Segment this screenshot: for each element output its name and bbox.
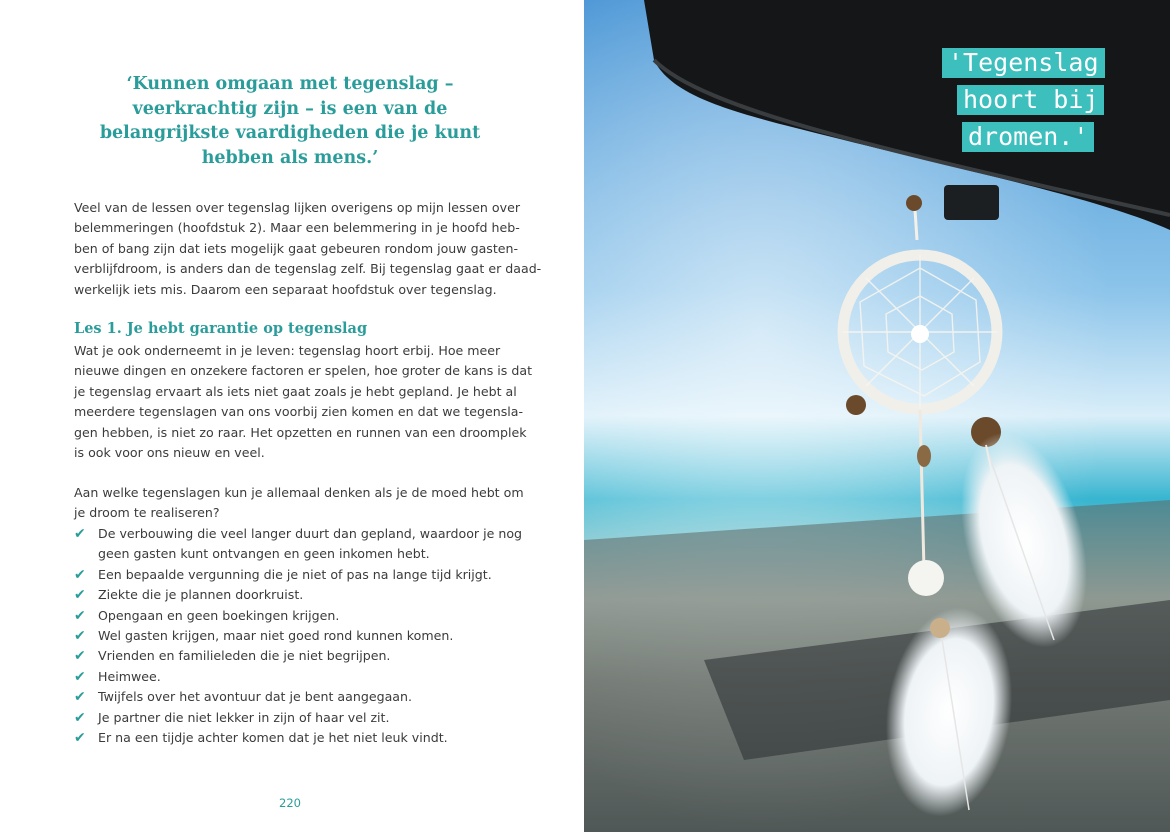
- checklist-item-text: Er na een tijdje achter komen dat je het niet leuk vindt.: [98, 730, 448, 746]
- checklist: [74, 524, 523, 748]
- les1-paragraph: [74, 341, 533, 463]
- pull-quote-line: ‘Kunnen omgaan met tegenslag –: [126, 74, 454, 94]
- intro-line: verblijfdroom, is anders dan de tegenslag zelf. Bij tegenslag gaat er daad-: [74, 261, 542, 277]
- les1-line: Wat je ook onderneemt in je leven: tegenslag hoort erbij. Hoe meer: [74, 343, 501, 358]
- les1-line: meerdere tegenslagen van ons voorbij zien komen en dat we tegensla-: [74, 404, 524, 420]
- checkmark-icon: ✔: [74, 587, 86, 604]
- checkmark-icon: ✔: [74, 526, 86, 542]
- checkmark-icon: ✔: [74, 607, 86, 624]
- les1-line: gen hebben, is niet zo raar. Het opzetten en runnen van een droomplek: [74, 424, 527, 440]
- checklist-item-text: Twijfels over het avontuur dat je bent aangegaan.: [98, 689, 412, 705]
- checklist-item-text: Je partner die niet lekker in zijn of haar vel zit.: [98, 709, 390, 725]
- checklist-item: [74, 626, 504, 646]
- checklist-item-text: geen gasten kunt ontvangen en geen inkomen hebt.: [98, 546, 430, 562]
- question-paragraph: [74, 483, 524, 524]
- intro-line: ben of bang zijn dat iets mogelijk gaat gebeuren rondom jouw gasten-: [74, 240, 519, 256]
- intro-line: Veel van de lessen over tegenslag lijken overigens op mijn lessen over: [74, 200, 520, 215]
- checklist-item-text: Ziekte die je plannen doorkruist.: [98, 587, 304, 603]
- checklist-item-text: Wel gasten krijgen, maar niet goed rond kunnen komen.: [98, 628, 454, 644]
- pull-quote-line: belangrijkste vaardigheden die je kunt: [99, 123, 481, 143]
- les1-line: nieuwe dingen en onzekere factoren er spelen, hoe groter de kans is dat: [74, 363, 533, 379]
- photo-quote-line: hoort bij: [957, 85, 1104, 115]
- checklist-item: [74, 524, 523, 565]
- web-center: [911, 325, 929, 343]
- checklist-item: [74, 708, 504, 728]
- section-heading: Les 1. Je hebt garantie op tegenslag: [74, 320, 368, 337]
- page-number: 220: [279, 796, 301, 810]
- pom-bead: [908, 560, 944, 596]
- checkmark-icon: ✔: [74, 628, 86, 645]
- checkmark-icon: ✔: [74, 648, 86, 665]
- shell-bead: [930, 618, 950, 638]
- dreamcatcher-photo: [584, 0, 1170, 832]
- side-bead: [846, 395, 866, 415]
- checklist-item: [74, 687, 504, 707]
- les1-line: je tegenslag ervaart als iets niet gaat zoals je hebt gepland. Je hebt al: [74, 383, 517, 399]
- checklist-item-text: Opengaan en geen boekingen krijgen.: [98, 607, 340, 623]
- checklist-item: [74, 585, 504, 605]
- checklist-item-text: Heimwee.: [98, 668, 161, 684]
- pull-quote: [70, 72, 510, 170]
- checklist-item: [74, 667, 504, 687]
- question-line: Aan welke tegenslagen kun je allemaal denken als je de moed hebt om: [74, 485, 524, 500]
- intro-line: werkelijk iets mis. Daarom een separaat hoofdstuk over tegenslag.: [74, 281, 497, 297]
- wood-bead: [906, 195, 922, 211]
- photo-quote-line: 'Tegenslag: [942, 48, 1105, 78]
- photo-quote-line: dromen.': [962, 122, 1094, 152]
- checklist-item-text: De verbouwing die veel langer duurt dan gepland, waardoor je nog: [98, 526, 523, 541]
- checkmark-icon: ✔: [74, 709, 86, 726]
- les1-line: is ook voor ons nieuw en veel.: [74, 445, 265, 461]
- checkmark-icon: ✔: [74, 668, 86, 685]
- question-line: je droom te realiseren?: [74, 505, 220, 521]
- checkmark-icon: ✔: [74, 730, 86, 747]
- left-page: [0, 0, 584, 832]
- intro-line: belemmeringen (hoofdstuk 2). Maar een belemmering in je hoofd heb-: [74, 220, 520, 236]
- checklist-item: [74, 606, 504, 626]
- pull-quote-line: veerkrachtig zijn – is een van de: [132, 98, 448, 119]
- checkmark-icon: ✔: [74, 689, 86, 706]
- checklist-item: [74, 565, 504, 585]
- checkmark-icon: ✔: [74, 566, 86, 583]
- shell-bead: [917, 445, 931, 467]
- checklist-item: [74, 646, 504, 666]
- checklist-item-text: Een bepaalde vergunning die je niet of pas na lange tijd krijgt.: [98, 566, 492, 582]
- checklist-item-text: Vrienden en familieleden die je niet begrijpen.: [98, 648, 391, 664]
- pull-quote-line: hebben als mens.’: [201, 147, 379, 168]
- intro-paragraph: [74, 198, 542, 300]
- checklist-item: [74, 728, 504, 748]
- mirror-mount: [944, 185, 999, 220]
